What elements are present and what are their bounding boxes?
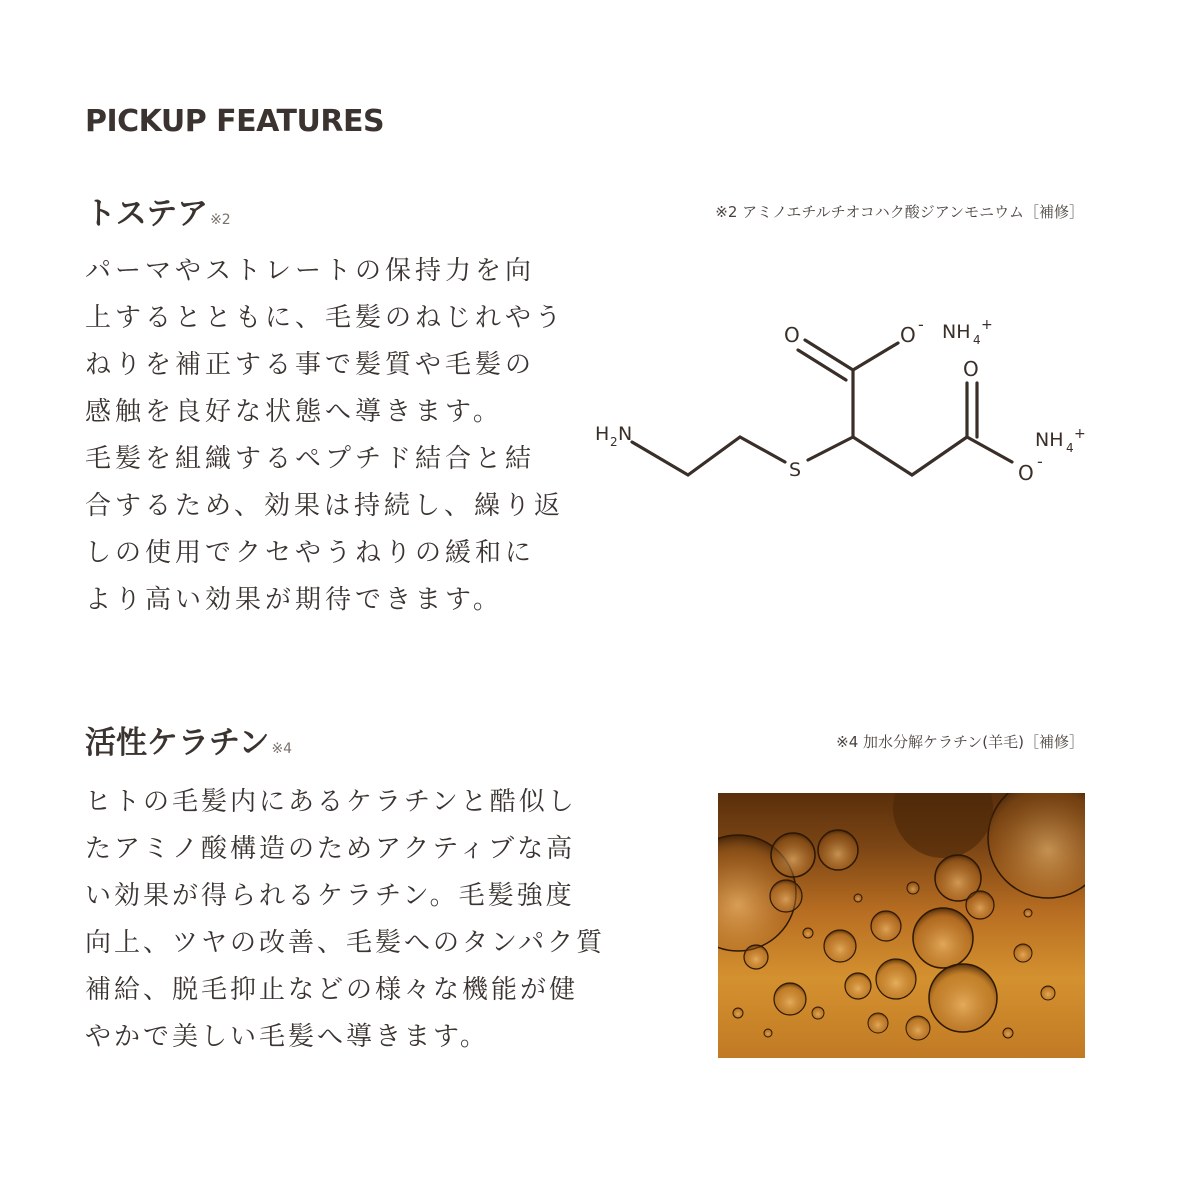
text-line: 毛髪を組織するペプチド結合と結 — [85, 444, 536, 474]
footnote-mark: ※4 — [271, 741, 293, 757]
text-line: たアミノ酸構造のためアクティブな高 — [85, 834, 576, 864]
feature-name: 活性ケラチン — [85, 725, 270, 761]
oxygen-anion-label-right: O — [1018, 461, 1034, 485]
minus-charge-top: - — [918, 315, 924, 334]
text-line: 補給、脱毛抑止などの様々な機能が健 — [85, 975, 579, 1005]
footnote-tostea: ※2 アミノエチルチオコハク酸ジアンモニウム［補修］ — [715, 203, 1084, 221]
s-c-bond — [808, 437, 853, 460]
feature-description-tostea — [85, 248, 565, 624]
c-ch2-bond — [853, 437, 912, 475]
feature-description-keratin — [85, 779, 605, 1061]
text-line: 感触を良好な状態へ導きます。 — [85, 397, 503, 427]
molecule-structure-diagram — [580, 300, 1100, 520]
text-line: 合するため、効果は持続し、繰り返 — [85, 491, 564, 521]
text-line: パーマやストレートの保持力を向 — [85, 256, 536, 286]
c-o-double-bond-2 — [798, 350, 846, 380]
text-line: やかで美しい毛髪へ導きます。 — [85, 1022, 489, 1052]
footnote-keratin: ※4 加水分解ケラチン(羊毛)［補修］ — [836, 733, 1084, 751]
ethyl-chain-bonds — [632, 437, 785, 475]
plus-charge-top: + — [981, 317, 993, 333]
c2-o-single-bond — [967, 437, 1012, 462]
oil-bubbles-image — [718, 793, 1085, 1058]
feature-title-keratin — [85, 717, 292, 762]
sulfur-label: S — [789, 459, 802, 481]
amine-h-label: H — [595, 423, 610, 445]
ammonium-label-top: NH — [942, 321, 971, 343]
text-line: い効果が得られるケラチン。毛髪強度 — [85, 881, 575, 911]
ch2-c-bond — [912, 437, 967, 475]
text-line: ねりを補正する事で髪質や毛髪の — [85, 350, 536, 380]
oxygen-label-right: O — [963, 357, 979, 381]
ammonium-label-right: NH — [1035, 429, 1064, 451]
ammonium-sub-right: 4 — [1066, 441, 1074, 455]
text-line: しの使用でクセやうねりの緩和に — [85, 538, 536, 568]
feature-name: トステア — [85, 196, 209, 232]
text-line: 上するとともに、毛髪のねじれやう — [85, 303, 566, 333]
text-line: より高い効果が期待できます。 — [85, 585, 503, 615]
oxygen-anion-label-top: O — [900, 323, 916, 347]
molecule-bonds — [632, 340, 1012, 475]
feature-title-tostea — [85, 188, 231, 233]
amine-n-label: N — [618, 423, 633, 445]
amine-sub-label: 2 — [610, 435, 618, 449]
plus-charge-right: + — [1074, 426, 1086, 442]
oxygen-label-top: O — [784, 323, 800, 347]
minus-charge-right: - — [1037, 452, 1043, 471]
footnote-mark: ※2 — [210, 212, 231, 228]
c-o-single-bond — [853, 343, 898, 370]
c-o-double-bond-1 — [805, 340, 853, 370]
page-title: PICKUP FEATURES — [85, 104, 385, 139]
text-line: ヒトの毛髪内にあるケラチンと酷似し — [85, 787, 577, 817]
text-line: 向上、ツヤの改善、毛髪へのタンパク質 — [85, 928, 606, 958]
ammonium-sub-top: 4 — [973, 333, 981, 347]
